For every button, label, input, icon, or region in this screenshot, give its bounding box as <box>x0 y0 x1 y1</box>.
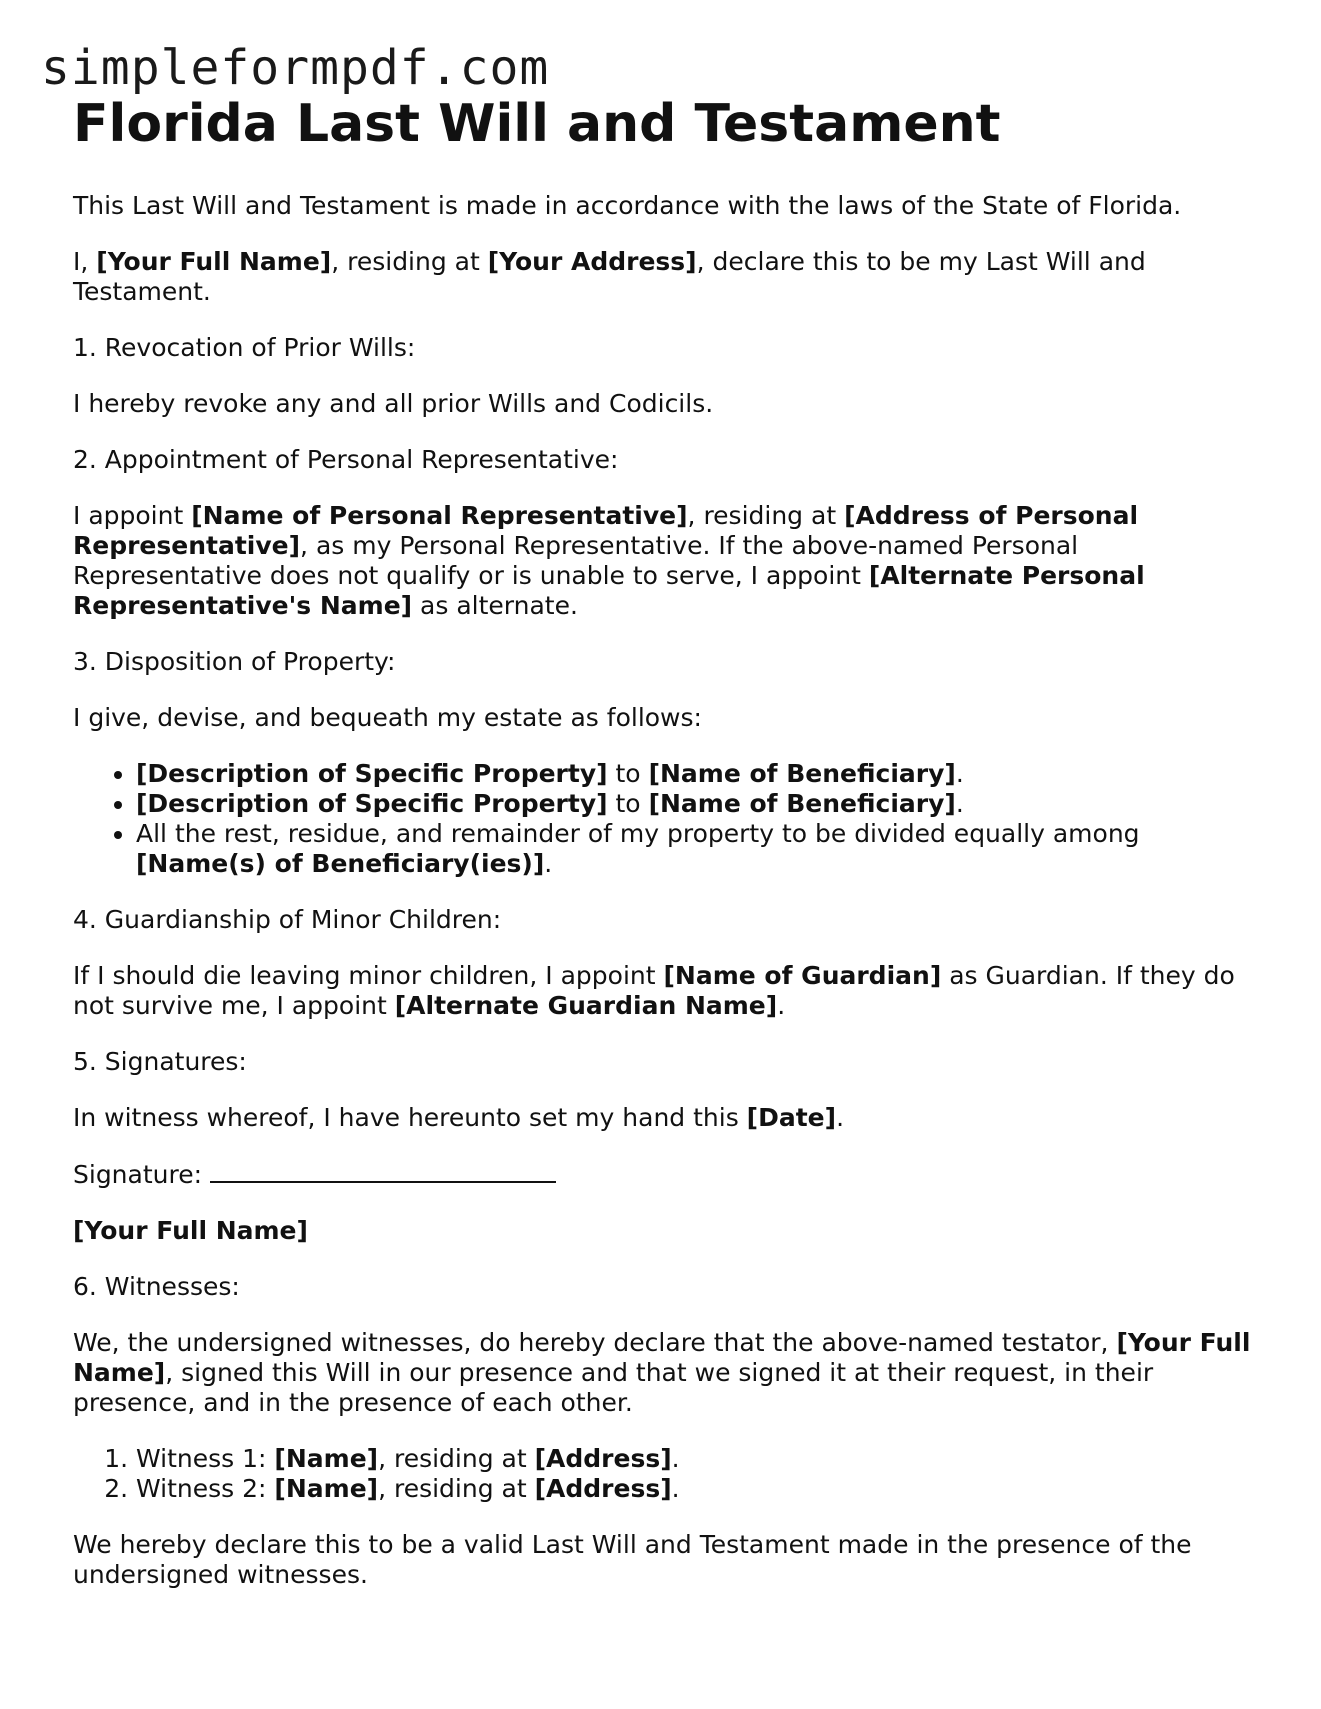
section-5-body: In witness whereof, I have hereunto set my hand this [Date]. <box>73 1103 845 1132</box>
placeholder-date: [Date] <box>746 1103 837 1132</box>
intro-paragraph: This Last Will and Testament is made in accordance with the laws of the State of Florida. <box>73 191 1182 220</box>
signature-label: Signature: <box>73 1160 210 1189</box>
document-body <box>73 93 1253 1616</box>
signature-line[interactable] <box>210 1159 556 1183</box>
section-4-body: If I should die leaving minor children, I appoint [Name of Guardian] as Guardian. If they do not survive me, I appoint [Alternate Guardian Name]. <box>73 961 1235 1020</box>
bequest-list <box>73 759 1253 879</box>
section-2-body: I appoint [Name of Personal Representative], residing at [Address of Personal Representative], as my Personal Representative. If the above-named Personal Representative does not qualify or is unable to serve, I appoint [Alternate Personal Representative's Name] as alternate. <box>73 501 1145 620</box>
declaration-paragraph: I, [Your Full Name], residing at [Your Address], declare this to be my Last Will and Testament. <box>73 247 1146 306</box>
section-1-heading: 1. Revocation of Prior Wills: <box>73 333 416 362</box>
section-5-heading: 5. Signatures: <box>73 1047 247 1076</box>
placeholder-rep-address: [Address of Personal Representative] <box>73 501 1139 560</box>
placeholder-full-name: [Your Full Name] <box>96 247 332 276</box>
section-1-body: I hereby revoke any and all prior Wills and Codicils. <box>73 389 714 418</box>
signer-name: [Your Full Name] <box>73 1216 308 1245</box>
list-item: • [Description of Specific Property] to [Name of Beneficiary]. <box>136 759 1253 789</box>
closing-paragraph: We hereby declare this to be a valid Last Will and Testament made in the presence of the undersigned witnesses. <box>73 1530 1192 1589</box>
section-2-heading: 2. Appointment of Personal Representative: <box>73 445 619 474</box>
section-3-heading: 3. Disposition of Property: <box>73 647 396 676</box>
watermark: simpleformpdf.com <box>41 40 550 96</box>
placeholder-alt-guardian: [Alternate Guardian Name] <box>394 991 778 1020</box>
list-item: 2. Witness 2: [Name], residing at [Address]. <box>136 1474 1253 1504</box>
list-item: • [Description of Specific Property] to [Name of Beneficiary]. <box>136 789 1253 819</box>
witness-list <box>73 1444 1253 1504</box>
placeholder-testator: [Your Full Name] <box>73 1328 1251 1387</box>
section-3-intro: I give, devise, and bequeath my estate as follows: <box>73 703 702 732</box>
section-6-body: We, the undersigned witnesses, do hereby declare that the above-named testator, [Your Full Name], signed this Will in our presence and that we signed it at their request, in their presence, and in the presence of each other. <box>73 1328 1251 1417</box>
list-item: • All the rest, residue, and remainder of my property to be divided equally among [Name(s) of Beneficiary(ies)]. <box>136 819 1253 879</box>
page-title: Florida Last Will and Testament <box>73 94 1001 154</box>
placeholder-rep-name: [Name of Personal Representative] <box>191 501 688 530</box>
signature-row <box>73 1159 1253 1190</box>
placeholder-guardian: [Name of Guardian] <box>663 961 942 990</box>
section-6-heading: 6. Witnesses: <box>73 1272 240 1301</box>
placeholder-alt-rep: [Alternate Personal Representative's Name] <box>73 561 1145 620</box>
list-item: 1. Witness 1: [Name], residing at [Address]. <box>136 1444 1253 1474</box>
section-4-heading: 4. Guardianship of Minor Children: <box>73 905 502 934</box>
placeholder-address: [Your Address] <box>487 247 697 276</box>
